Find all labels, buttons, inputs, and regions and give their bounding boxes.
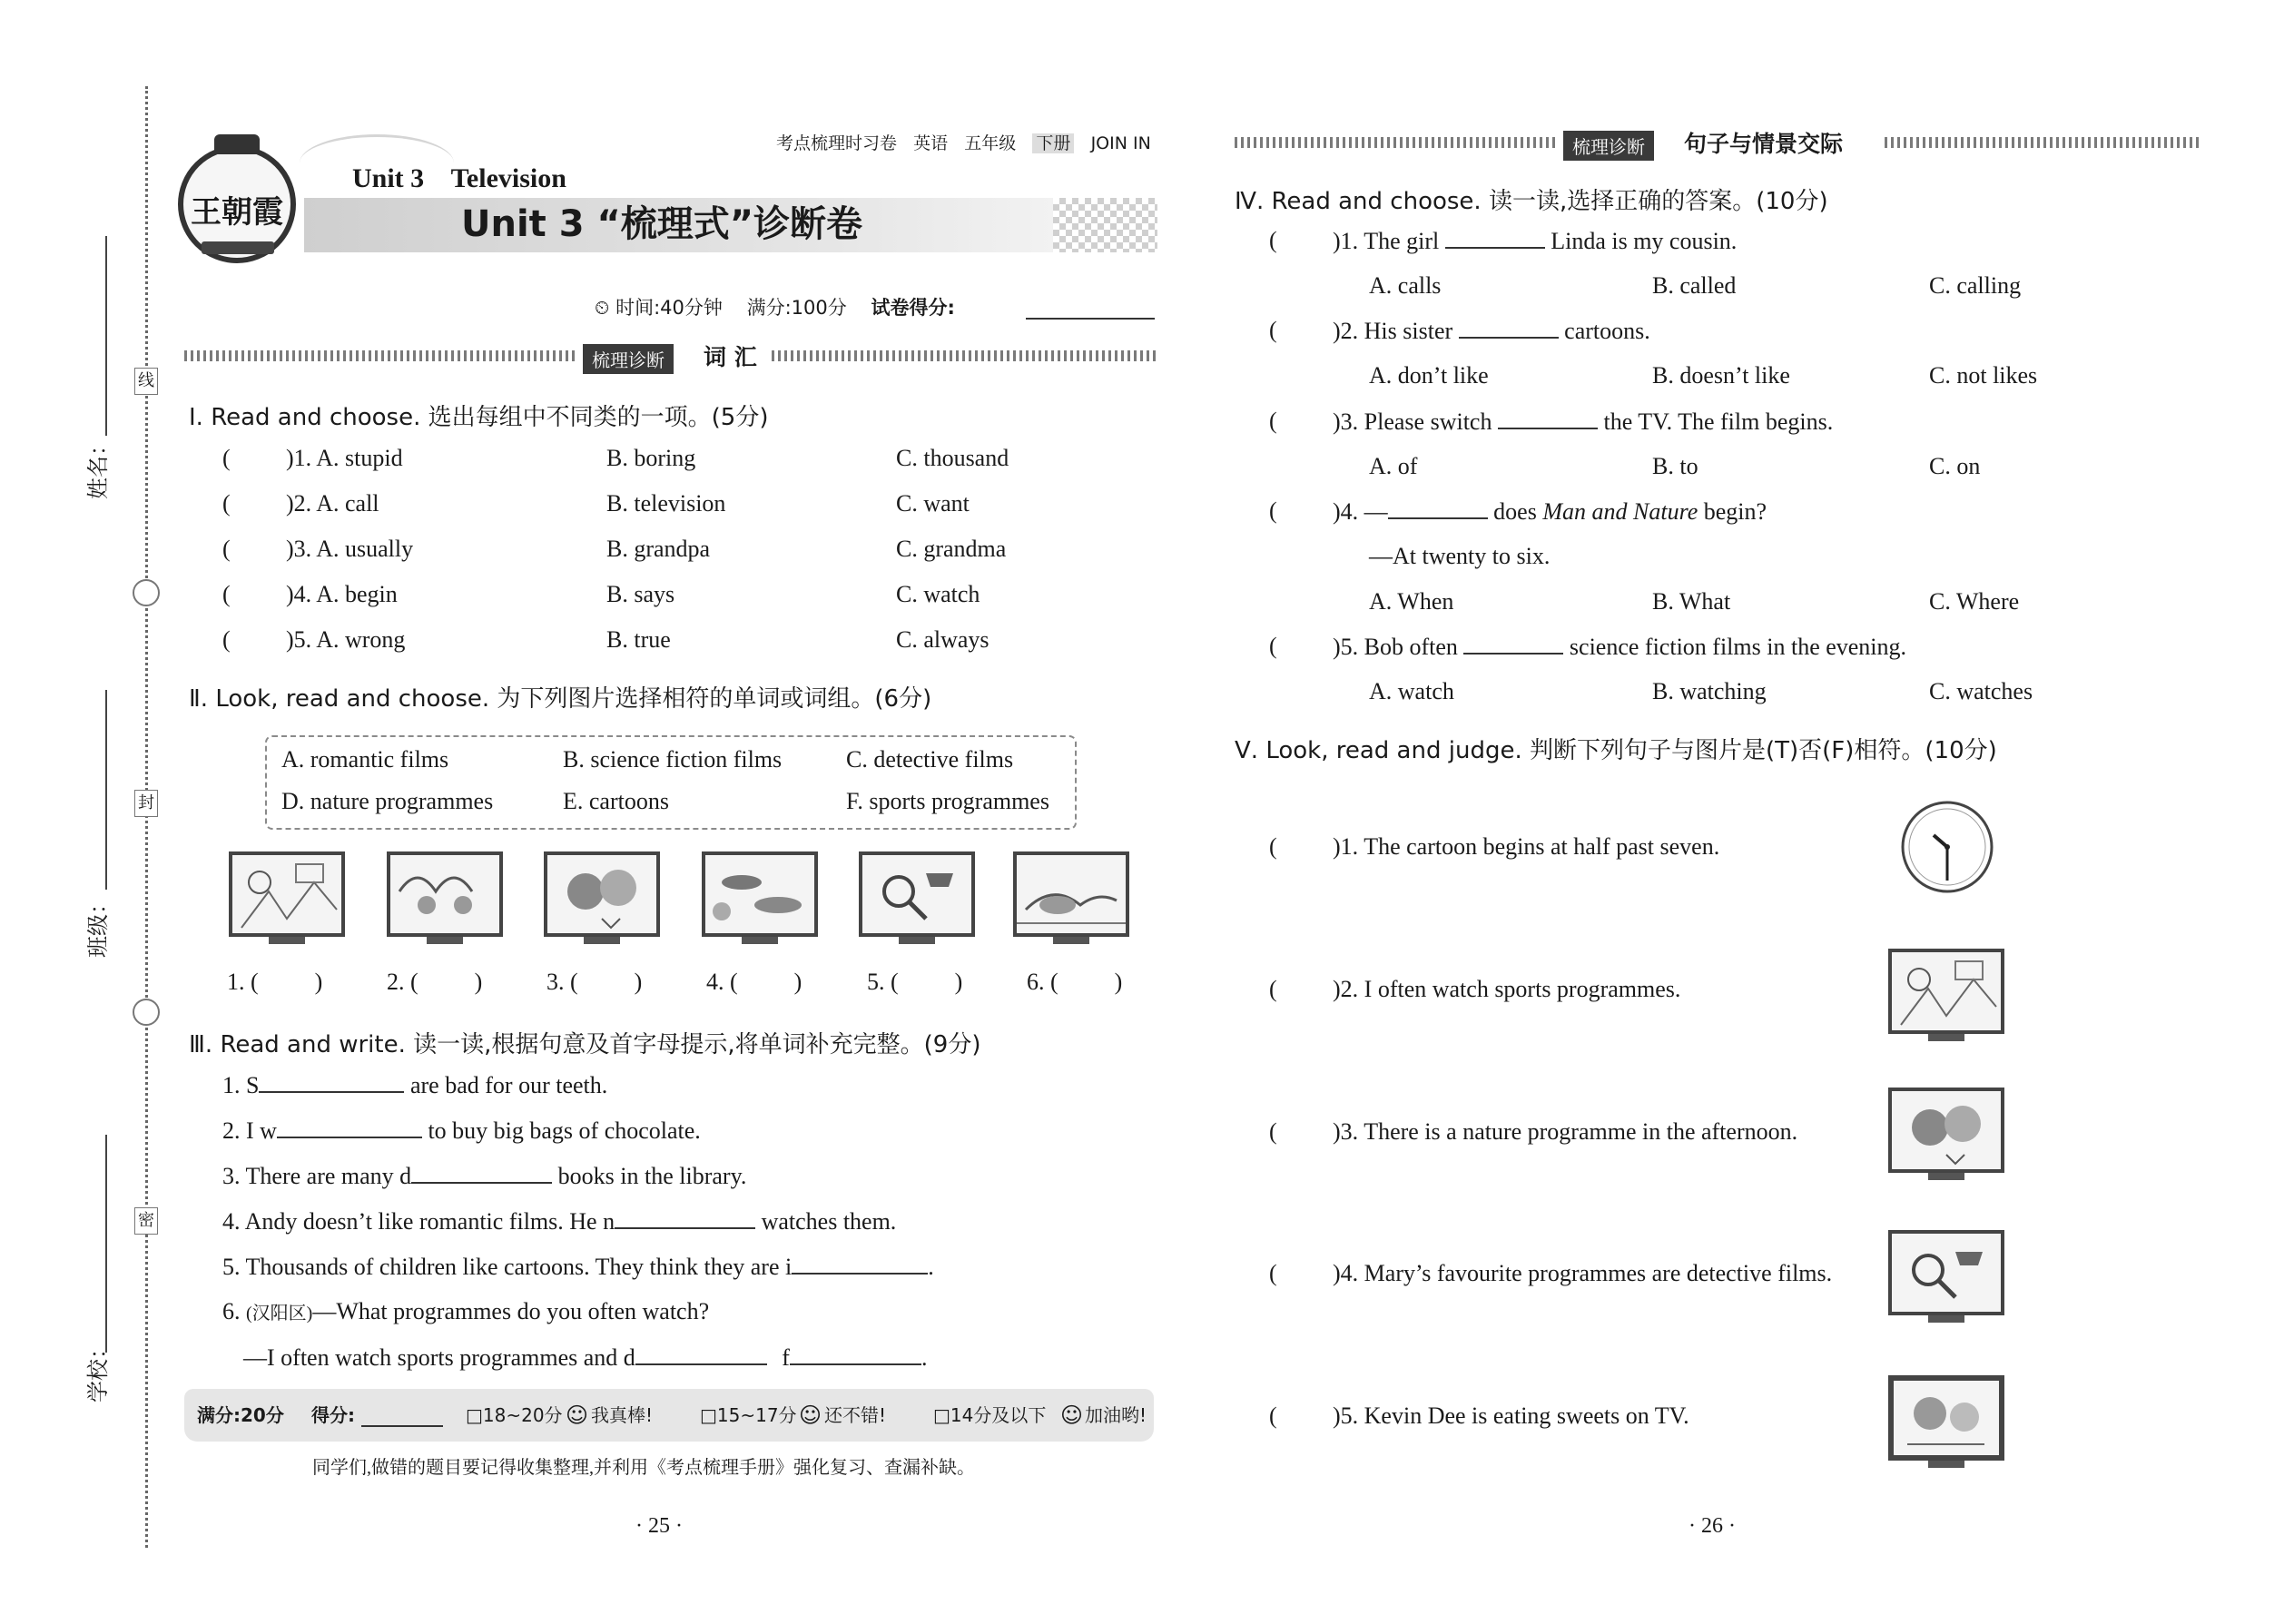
vocab-title: 词 汇 [704, 344, 757, 370]
option-c[interactable]: C. calling [1929, 272, 2022, 299]
section1-row [222, 581, 1039, 608]
sentence-tag: 梳理诊断 [1563, 131, 1654, 161]
fill-item [222, 1298, 709, 1327]
answer-paren-open: ( [1269, 317, 1277, 343]
tv-stand [1928, 1461, 1964, 1468]
word-bank-option: A. romantic films [281, 746, 449, 773]
detective-scene-icon [862, 855, 971, 933]
fill-blank[interactable] [1459, 317, 1559, 339]
word-bank-option: E. cartoons [563, 788, 669, 814]
score-bar [184, 1389, 1154, 1442]
fill-blank[interactable] [1463, 633, 1563, 655]
page-number-left: · 25 · [635, 1514, 683, 1538]
row-option-c: C. grandma [896, 536, 1007, 562]
clock-icon: ⏲ [595, 297, 610, 319]
margin-emblem-icon [133, 579, 160, 606]
fill-blank[interactable] [1445, 227, 1545, 249]
row-option-a: )3. A. usually [286, 536, 414, 562]
fill-item-prefix: 2. I w [222, 1117, 277, 1144]
tv-stand [1928, 1034, 1964, 1041]
section1-title: Ⅰ. Read and choose. 选出每组中不同类的一项。(5分) [189, 404, 769, 431]
mc-question [1269, 317, 2222, 389]
score-label: 试卷得分: [871, 297, 955, 319]
rating-text-3: 加油哟! [1085, 1404, 1147, 1426]
judge-item [1269, 833, 2222, 861]
title-band-checker [1053, 198, 1157, 252]
stem-suffix: the TV. The film begins. [1603, 408, 1834, 435]
fill-blank[interactable] [411, 1162, 552, 1184]
row-option-a: )2. A. call [286, 490, 379, 517]
judge-item [1269, 1118, 2222, 1146]
grade: 五年级 [964, 133, 1017, 153]
seal-mark-secret: 密 [134, 1207, 158, 1235]
margin-emblem-icon [133, 999, 160, 1026]
judge-statement: )4. Mary’s favourite programmes are detective films. [1333, 1260, 1833, 1286]
logo-text: 王朝霞 [191, 196, 283, 230]
picture-answer[interactable] [546, 969, 642, 996]
picture-answer-num: 1. ( [227, 969, 259, 995]
exam-info [595, 293, 955, 320]
word-bank-option: D. nature programmes [281, 788, 494, 814]
fill-blank[interactable] [615, 1207, 755, 1229]
judge-picture-detective [1888, 1230, 2004, 1323]
tv-screen [1888, 1088, 2004, 1173]
name-label: 姓名： [85, 434, 111, 499]
judge-picture-sports [1888, 949, 2004, 1041]
tv-screen [229, 851, 345, 937]
sports-scene-icon [232, 855, 341, 933]
answer-paren-open: ( [1269, 833, 1277, 860]
word-bank-option: B. science fiction films [563, 746, 783, 773]
section1-row [222, 490, 1039, 517]
cheer-face-icon: ☺ [1060, 1403, 1084, 1428]
judge-item [1269, 1403, 2222, 1430]
fill-item-number: 6. [222, 1298, 241, 1324]
unit-topic: Television [450, 163, 566, 193]
option-c[interactable]: C. watches [1929, 678, 2033, 704]
section2-title: Ⅱ. Look, read and choose. 为下列图片选择相符的单词或词组。(6分) [189, 685, 932, 713]
row-option-c: C. want [896, 490, 970, 517]
rating-text-1: 我真棒! [591, 1404, 654, 1426]
picture-answer-close: ) [474, 969, 483, 995]
clock-icon [1899, 799, 1995, 895]
fill-blank[interactable] [277, 1117, 422, 1138]
judge-item [1269, 1260, 2222, 1287]
picture-answer-close: ) [314, 969, 323, 995]
section5-title: Ⅴ. Look, read and judge. 判断下列句子与图片是(T)否(F)相符。(10分) [1235, 737, 1997, 764]
section-score-label: 得分: [311, 1404, 355, 1426]
picture-answer-close: ) [1114, 969, 1123, 995]
fill-item-suffix: are bad for our teeth. [409, 1072, 608, 1098]
option-b[interactable]: B. doesn’t like [1652, 362, 1790, 389]
tv-picture-science-fiction [702, 851, 818, 944]
option-a[interactable]: A. don’t like [1369, 362, 1489, 389]
tv-picture-nature [1013, 851, 1129, 944]
question-stem [1333, 227, 1737, 255]
fill-blank[interactable] [790, 1343, 921, 1365]
edition: JOIN IN [1090, 133, 1151, 153]
row-option-a: )4. A. begin [286, 581, 398, 607]
school-underline [105, 1135, 107, 1353]
section1-row [222, 626, 1039, 654]
tv-picture-cartoons [387, 851, 503, 944]
picture-answer[interactable] [706, 969, 802, 996]
couple-scene-icon [547, 855, 656, 933]
fill-blank[interactable] [635, 1343, 767, 1365]
tv-screen [702, 851, 818, 937]
stem-mid: does [1493, 498, 1537, 525]
picture-answer-num: 2. ( [387, 969, 418, 995]
logo-crown-icon [214, 134, 260, 154]
option-a[interactable]: A. of [1369, 453, 1418, 479]
judge-statement: )2. I often watch sports programmes. [1333, 976, 1681, 1002]
volume: 下册 [1032, 133, 1074, 153]
full-score: 满分:100分 [746, 297, 847, 319]
fill-item-end: . [921, 1344, 928, 1371]
page-number-right: · 26 · [1689, 1514, 1736, 1538]
word-bank-option: C. detective films [846, 746, 1014, 773]
fill-item-prefix: 3. There are many d [222, 1163, 412, 1189]
time-limit: 时间:40分钟 [615, 297, 723, 319]
answer-paren-open: ( [1269, 1118, 1277, 1145]
answer-paren-open: ( [222, 626, 231, 653]
programme-name: Man and Nature [1542, 498, 1698, 525]
answer-paren-open: ( [1269, 976, 1277, 1002]
sports-scene-icon [1892, 952, 2001, 1030]
question-stem [1333, 633, 1906, 661]
answer-paren-open: ( [1269, 408, 1277, 434]
fill-blank[interactable] [792, 1253, 928, 1275]
fill-blank[interactable] [1388, 497, 1488, 519]
mc-question [1269, 497, 2222, 615]
tv-screen [859, 851, 975, 937]
picture-answer-num: 3. ( [546, 969, 578, 995]
class-label: 班级： [85, 892, 111, 958]
birds-scene-icon [390, 855, 499, 933]
binding-dotted-line [145, 86, 148, 1548]
fill-blank[interactable] [1498, 408, 1598, 429]
judge-statement: )5. Kevin Dee is eating sweets on TV. [1333, 1403, 1689, 1429]
picture-answer-close: ) [634, 969, 643, 995]
stem-prefix: )4. — [1333, 498, 1388, 525]
tv-picture-detective [859, 851, 975, 944]
picture-answer[interactable] [1027, 969, 1122, 996]
row-option-b: B. true [606, 626, 671, 653]
answer-paren-open: ( [1269, 633, 1277, 659]
stem-suffix: begin? [1703, 498, 1767, 525]
row-option-b: B. says [606, 581, 675, 607]
tv-screen [1888, 1375, 2004, 1461]
tv-picture-romantic [544, 851, 660, 944]
option-c[interactable]: C. on [1929, 453, 1981, 479]
seal-mark-line: 线 [134, 368, 158, 395]
answer-paren-open: ( [222, 445, 231, 471]
row-option-b: B. boring [606, 445, 696, 471]
tv-stand [427, 937, 463, 944]
fill-item-suffix: to buy big bags of chocolate. [428, 1117, 701, 1144]
fill-item [222, 1253, 934, 1281]
name-underline [105, 236, 107, 436]
fill-item [222, 1162, 746, 1190]
rating-text-2: 还不错! [824, 1404, 887, 1426]
tv-stand [1053, 937, 1089, 944]
tv-screen [387, 851, 503, 937]
ufo-scene-icon [705, 855, 814, 933]
picture-answer-close: ) [954, 969, 963, 995]
row-option-a: )1. A. stupid [286, 445, 403, 471]
stem-suffix: Linda is my cousin. [1551, 228, 1738, 254]
answer-line: —At twenty to six. [1369, 543, 1551, 569]
stem-suffix: cartoons. [1564, 318, 1650, 344]
score-blank[interactable] [1026, 318, 1155, 320]
fill-item-suffix: . [928, 1254, 934, 1280]
unit-subtitle [352, 163, 566, 194]
smile-face-icon: ☺ [566, 1403, 589, 1428]
page-title: Unit 3 “梳理式”诊断卷 [461, 203, 863, 245]
row-option-c: C. always [896, 626, 989, 653]
tv-stand [269, 937, 305, 944]
fill-item [222, 1071, 607, 1099]
stem-prefix: )2. His sister [1333, 318, 1453, 344]
section3-title: Ⅲ. Read and write. 读一读,根据句意及首字母提示,将单词补充完整。(9分) [189, 1031, 981, 1058]
tv-stand [899, 937, 935, 944]
rating-checkbox-1[interactable]: □18~20分 [466, 1404, 563, 1426]
row-option-a: )5. A. wrong [286, 626, 406, 653]
rating-checkbox-2[interactable]: □15~17分 [700, 1404, 797, 1426]
tv-stand [1928, 1173, 1964, 1180]
mc-question [1269, 227, 2222, 300]
class-underline [105, 690, 107, 890]
option-a[interactable]: A. watch [1369, 678, 1454, 704]
detective-scene-icon [1892, 1234, 2001, 1312]
stem-suffix: science fiction films in the evening. [1569, 634, 1907, 660]
fill-item-prefix-2: f [782, 1344, 790, 1371]
tv-stand [742, 937, 778, 944]
sentence-strip-right [1885, 137, 2202, 148]
judge-statement: )3. There is a nature programme in the afternoon. [1333, 1118, 1798, 1145]
fill-item-prefix: 5. Thousands of children like cartoons. They think they are i [222, 1254, 793, 1280]
cartoon-scene-icon [1894, 1381, 1999, 1455]
section-score-blank[interactable] [361, 1425, 443, 1427]
sentence-strip-left [1235, 137, 1557, 148]
tv-picture-sports [229, 851, 345, 944]
vocab-strip-right [772, 350, 1157, 361]
stem-prefix: )1. The girl [1333, 228, 1440, 254]
mc-question [1269, 408, 2222, 480]
tv-screen [544, 851, 660, 937]
section-full-score: 满分:20分 [197, 1404, 284, 1426]
rating-checkbox-3[interactable]: □14分及以下 [933, 1404, 1047, 1426]
row-option-b: B. television [606, 490, 726, 517]
unit-label: Unit 3 [352, 163, 425, 193]
tv-screen [1888, 949, 2004, 1034]
neutral-face-icon: ☺ [799, 1403, 822, 1428]
word-bank-option: F. sports programmes [846, 788, 1049, 814]
logo-ribbon [202, 241, 274, 254]
answer-paren-open: ( [1269, 1403, 1277, 1429]
clock-picture [1899, 799, 1995, 895]
option-a[interactable]: A. When [1369, 588, 1454, 615]
fill-item-prefix: —I often watch sports programmes and d [243, 1344, 635, 1371]
subject: 英语 [913, 133, 949, 153]
couple-scene-icon [1892, 1091, 2001, 1169]
stem-prefix: )3. Please switch [1333, 408, 1492, 435]
tv-screen [1013, 851, 1129, 937]
vocab-tag: 梳理诊断 [583, 344, 674, 374]
answer-paren-open: ( [1269, 227, 1277, 253]
review-tip: 同学们,做错的题目要记得收集整理,并利用《考点梳理手册》强化复习、查漏补缺。 [312, 1458, 975, 1478]
answer-paren-open: ( [222, 490, 231, 517]
fill-item [222, 1207, 896, 1235]
section4-title: Ⅳ. Read and choose. 读一读,选择正确的答案。(10分) [1235, 188, 1828, 215]
tv-stand [584, 937, 620, 944]
row-option-c: C. thousand [896, 445, 1009, 471]
option-b[interactable]: B. called [1652, 272, 1737, 299]
answer-paren-open: ( [222, 536, 231, 562]
vocab-strip-left [184, 350, 575, 361]
tv-stand [1928, 1315, 1964, 1323]
brand-logo [178, 145, 296, 263]
answer-paren-open: ( [1269, 497, 1277, 524]
school-label: 学校： [85, 1337, 111, 1403]
option-b[interactable]: B. to [1652, 453, 1698, 479]
judge-statement: )1. The cartoon begins at half past seven. [1333, 833, 1720, 860]
question-stem [1333, 408, 1833, 436]
picture-answer-num: 6. ( [1027, 969, 1058, 995]
fill-item [243, 1343, 927, 1372]
option-a[interactable]: A. calls [1369, 272, 1442, 299]
fill-item [222, 1117, 701, 1145]
sentence-title: 句子与情景交际 [1684, 131, 1844, 157]
picture-answer-close: ) [793, 969, 802, 995]
answer-paren-open: ( [1269, 1260, 1277, 1286]
section1-row [222, 536, 1039, 563]
picture-answer[interactable] [387, 969, 482, 996]
seal-scene-icon [1017, 855, 1126, 933]
fill-item-question: —What programmes do you often watch? [312, 1298, 710, 1324]
word-bank [265, 735, 1077, 830]
seal-mark-seal: 封 [134, 790, 158, 817]
picture-answer[interactable] [227, 969, 322, 996]
picture-answer-num: 4. ( [706, 969, 738, 995]
mc-question [1269, 633, 2222, 705]
fill-item-suffix: watches them. [761, 1208, 897, 1235]
row-option-b: B. grandpa [606, 536, 711, 562]
judge-picture-cartoon-sweets [1888, 1375, 2004, 1468]
question-stem [1333, 497, 1767, 526]
fill-item-suffix: books in the library. [557, 1163, 747, 1189]
option-b[interactable]: B. What [1652, 588, 1731, 615]
option-c[interactable]: C. Where [1929, 588, 2020, 615]
series-name: 考点梳理时习卷 [776, 133, 898, 153]
fill-blank[interactable] [259, 1071, 404, 1093]
section1-row [222, 445, 1039, 472]
judge-picture-romantic [1888, 1088, 2004, 1180]
header-meta [776, 130, 1151, 154]
option-b[interactable]: B. watching [1652, 678, 1767, 704]
fill-item-prefix: 4. Andy doesn’t like romantic films. He n [222, 1208, 615, 1235]
question-stem [1333, 317, 1650, 345]
judge-item [1269, 976, 2222, 1003]
answer-paren-open: ( [222, 581, 231, 607]
option-c[interactable]: C. not likes [1929, 362, 2038, 389]
tv-screen [1888, 1230, 2004, 1315]
row-option-c: C. watch [896, 581, 980, 607]
stem-prefix: )5. Bob often [1333, 634, 1458, 660]
district-note: (汉阳区) [246, 1304, 313, 1324]
picture-answer-num: 5. ( [867, 969, 899, 995]
fill-item-prefix: 1. S [222, 1072, 260, 1098]
picture-answer[interactable] [867, 969, 962, 996]
